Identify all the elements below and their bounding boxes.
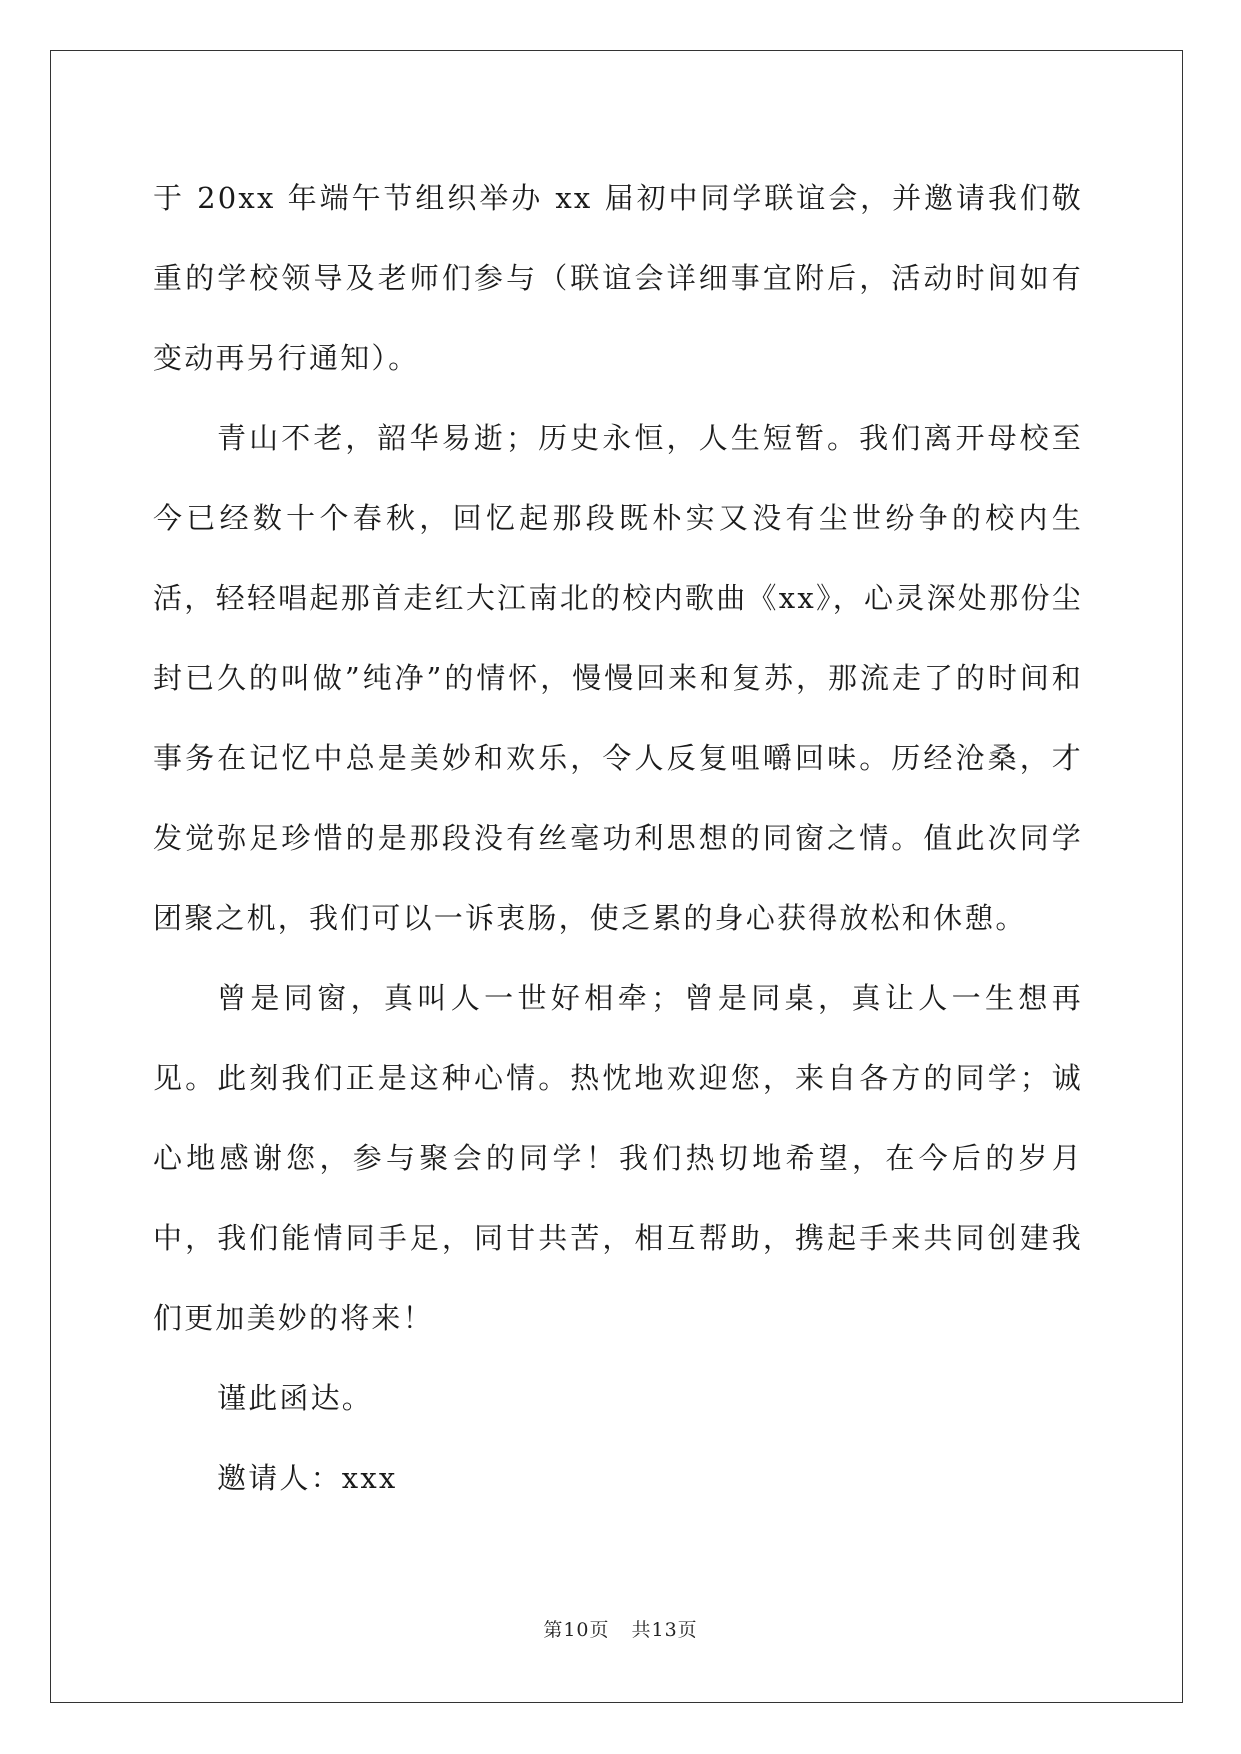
paragraph-memories: 青山不老，韶华易逝；历史永恒，人生短暂。我们离开母校至今已经数十个春秋，回忆起那段既朴实又没有尘世纷争的校内生活，轻轻唱起那首走红大江南北的校内歌曲《xx》，心灵深处那份尘封已久的叫做”纯净”的情怀，慢慢回来和复苏，那流走了的时间和事务在记忆中总是美妙和欢乐，令人反复咀嚼回味。历经沧桑，才发觉弥足珍惜的是那段没有丝毫功利思想的同窗之情。值此次同学团聚之机，我们可以一诉衷肠，使乏累的身心获得放松和休憩。 xyxy=(153,421,1083,935)
document-body xyxy=(153,158,1083,1518)
paragraph-opening: 于 20xx 年端午节组织举办 xx 届初中同学联谊会，并邀请我们敬重的学校领导及老师们参与（联谊会详细事宜附后，活动时间如有变动再另行通知）。 xyxy=(153,181,1083,375)
paragraph-signature: 邀请人：xxx xyxy=(217,1461,398,1495)
paragraph-closing: 谨此函达。 xyxy=(217,1381,374,1415)
page-footer xyxy=(0,1615,1241,1642)
page-number: 第10页 xyxy=(543,1619,610,1641)
page-total: 共13页 xyxy=(631,1619,698,1641)
paragraph-welcome: 曾是同窗，真叫人一世好相牵；曾是同桌，真让人一生想再见。此刻我们正是这种心情。热忱地欢迎您，来自各方的同学；诚心地感谢您，参与聚会的同学！我们热切地希望，在今后的岁月中，我们能情同手足，同甘共苦，相互帮助，携起手来共同创建我们更加美妙的将来！ xyxy=(153,981,1083,1335)
